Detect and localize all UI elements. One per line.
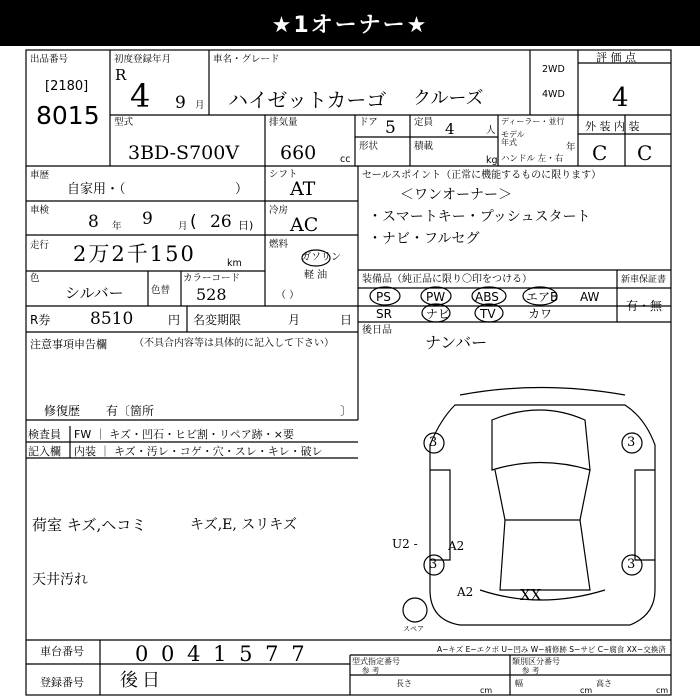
repair-close: 〕 bbox=[340, 404, 353, 418]
interior-score: C bbox=[637, 141, 653, 165]
equip-aw: AW bbox=[580, 290, 600, 304]
repair-value: 有〔箇所 bbox=[106, 404, 155, 418]
equip-abs: ABS bbox=[475, 290, 499, 304]
fuel-label: 燃料 bbox=[269, 239, 289, 250]
car-name-label: 車名・グレード bbox=[213, 54, 280, 65]
inspection-year: 8 bbox=[88, 212, 99, 232]
mark-front-left: 3 bbox=[429, 435, 438, 450]
lot-number: 8015 bbox=[36, 101, 100, 130]
handle-label: ハンドル 左・右 bbox=[501, 154, 564, 164]
repair-label: 修復歴 bbox=[44, 404, 81, 418]
warranty-value: 有・無 bbox=[626, 299, 663, 313]
equip-ps: PS bbox=[376, 290, 391, 304]
fuel-gas: ガソリン bbox=[301, 252, 341, 263]
mileage-unit: km bbox=[227, 258, 242, 269]
lot-label: 出品番号 bbox=[30, 54, 69, 65]
dim-length-unit: cm bbox=[480, 686, 493, 695]
shift-value: AT bbox=[290, 178, 316, 200]
recycle-value: 8510 bbox=[90, 309, 134, 329]
drive-2wd: 2WD bbox=[542, 64, 565, 75]
dim-height-unit: cm bbox=[656, 686, 669, 695]
inspection-day-open: ( bbox=[190, 212, 197, 232]
chassis-label: 車台番号 bbox=[40, 645, 84, 658]
sales-point-1: ＜ワンオーナー＞ bbox=[400, 187, 512, 203]
drive-4wd: 4WD bbox=[542, 89, 565, 100]
mark-rear-left: 3 bbox=[429, 557, 438, 572]
type-designation-label: 型式指定番号 bbox=[352, 657, 400, 666]
warranty-label: 新車保証書 bbox=[621, 275, 667, 285]
exterior-score: C bbox=[592, 141, 608, 165]
dim-width-unit: cm bbox=[580, 686, 593, 695]
class-number-sub: 参 考 bbox=[522, 666, 540, 675]
capacity-value: 4 bbox=[445, 120, 455, 138]
chassis-value: 0 0 4 1 5 7 7 bbox=[135, 642, 308, 666]
inspection-label: 車検 bbox=[30, 205, 50, 216]
reg-deadline-month-unit: 月 bbox=[288, 313, 301, 327]
entry-line: 内装 ｜ キズ・汚レ・コゲ・穴・スレ・キレ・破レ bbox=[74, 445, 323, 458]
vehicle-history-close: ） bbox=[235, 182, 249, 197]
mark-a2-bottom: A2 bbox=[457, 585, 474, 599]
model-year-unit: 年 bbox=[566, 142, 576, 153]
equip-leather: カワ bbox=[528, 307, 553, 321]
load-unit: kg bbox=[486, 155, 498, 166]
fuel-diesel: 軽 油 bbox=[304, 270, 328, 281]
color-label: 色 bbox=[30, 273, 40, 284]
dim-length: 長さ bbox=[396, 679, 412, 688]
notes-label: 注意事項申告欄 bbox=[30, 338, 107, 351]
first-reg-month: 9 bbox=[175, 93, 186, 113]
dealer-label: ディーラー・並行 bbox=[501, 117, 565, 126]
color-code: 528 bbox=[196, 285, 227, 304]
car-grade-value: クルーズ bbox=[413, 88, 484, 109]
notes-sub: （不具合内容等は具体的に記入して下さい） bbox=[134, 338, 334, 349]
equipment-label: 装備品（純正品に限り〇印をつける） bbox=[362, 274, 532, 285]
class-number-label: 類別区分番号 bbox=[512, 657, 560, 666]
later-date-value: ナンバー bbox=[425, 333, 488, 352]
first-reg-era: R bbox=[115, 66, 127, 84]
mark-a2-top: A2 bbox=[448, 539, 465, 553]
inspector-label: 検査員 bbox=[28, 428, 61, 441]
inspection-day: 26 bbox=[210, 212, 232, 232]
dim-width: 幅 bbox=[515, 679, 523, 688]
reg-number-label: 登録番号 bbox=[40, 676, 84, 689]
doors-value: 5 bbox=[385, 118, 396, 138]
mark-xx: XX bbox=[520, 586, 542, 604]
score-label: 評 価 点 bbox=[596, 51, 636, 64]
note-cargo: 荷室 キズ,ヘコミ bbox=[32, 516, 147, 534]
lot-bracket: [2180] bbox=[45, 79, 89, 94]
mark-front-right: 3 bbox=[627, 435, 636, 450]
equip-sr: SR bbox=[376, 307, 392, 321]
entry-label: 記入欄 bbox=[28, 445, 61, 458]
first-reg-year: 4 bbox=[130, 77, 151, 115]
vehicle-history-label: 車歴 bbox=[30, 170, 50, 181]
later-date-label: 後日品 bbox=[362, 325, 392, 336]
equip-tv: TV bbox=[480, 307, 496, 321]
capacity-label: 定員 bbox=[414, 117, 434, 128]
displacement-value: 660 bbox=[280, 142, 317, 164]
shape-label: 形状 bbox=[359, 141, 379, 152]
mileage-label: 走行 bbox=[30, 240, 50, 251]
displacement-unit: cc bbox=[340, 154, 351, 165]
sales-point-2: ・スマートキー・プッシュスタート bbox=[368, 209, 591, 225]
reg-deadline-label: 名変期限 bbox=[193, 313, 242, 327]
damage-legend: A−キズ E−エクボ U−凹み W−補修跡 S−サビ C−腐食 XX−交換済 bbox=[437, 645, 666, 654]
inspection-month-unit: 月 bbox=[178, 221, 188, 232]
equip-airbag: エアB bbox=[526, 290, 559, 304]
reg-deadline-day-unit: 日 bbox=[340, 313, 353, 327]
recycle-unit: 円 bbox=[168, 313, 181, 327]
first-reg-month-unit: 月 bbox=[195, 100, 205, 111]
one-owner-banner: ★1オーナー★ bbox=[0, 0, 700, 46]
sales-points-label: セールスポイント（正常に機能するものに限ります） bbox=[362, 170, 602, 181]
inspector-line: FW ｜ キズ・凹石・ヒビ割・リペア跡・×要 bbox=[74, 428, 294, 441]
recycle-label: R券 bbox=[30, 313, 51, 327]
mark-u2: U2 - bbox=[392, 537, 418, 551]
inspection-year-unit: 年 bbox=[112, 221, 122, 232]
inspection-day-unit: 日) bbox=[238, 219, 254, 232]
vehicle-history-value: 自家用・（ bbox=[67, 182, 126, 197]
doors-label: ドア bbox=[359, 117, 378, 128]
mileage-value: 2万2千150 bbox=[73, 242, 196, 266]
fuel-paren: （ ） bbox=[276, 290, 300, 301]
model-label: 型式 bbox=[114, 117, 134, 128]
type-designation-sub: 参 考 bbox=[362, 666, 380, 675]
model-value: 3BD-S700V bbox=[128, 142, 240, 164]
ext-int-label: 外 装 内 装 bbox=[585, 120, 640, 133]
mark-rear-right: 3 bbox=[627, 557, 636, 572]
inspection-month: 9 bbox=[142, 209, 153, 229]
equip-navi: ナビ bbox=[426, 307, 451, 321]
color-change-label: 色替 bbox=[151, 285, 171, 296]
first-reg-label: 初度登録年月 bbox=[114, 54, 172, 65]
spare-label: スペア bbox=[403, 625, 424, 633]
load-label: 積載 bbox=[414, 141, 434, 152]
score-value: 4 bbox=[612, 83, 629, 113]
note-scratch: キズ,E, スリキズ bbox=[190, 517, 298, 533]
ac-value: AC bbox=[290, 214, 319, 236]
ac-label: 冷房 bbox=[269, 205, 289, 216]
color-code-label: カラーコード bbox=[183, 273, 241, 284]
reg-number-value: 後日 bbox=[120, 670, 164, 691]
color-value: シルバー bbox=[65, 284, 124, 302]
capacity-unit: 人 bbox=[486, 125, 496, 136]
dim-height: 高さ bbox=[596, 679, 612, 688]
car-name-value: ハイゼットカーゴ bbox=[228, 88, 387, 112]
shift-label: シフト bbox=[269, 169, 298, 180]
note-roof: 天井汚れ bbox=[32, 572, 88, 588]
model-year-label: モデル年式 bbox=[501, 130, 525, 147]
equip-pw: PW bbox=[426, 290, 446, 304]
displacement-label: 排気量 bbox=[269, 117, 298, 128]
sales-point-3: ・ナビ・フルセグ bbox=[368, 231, 480, 247]
